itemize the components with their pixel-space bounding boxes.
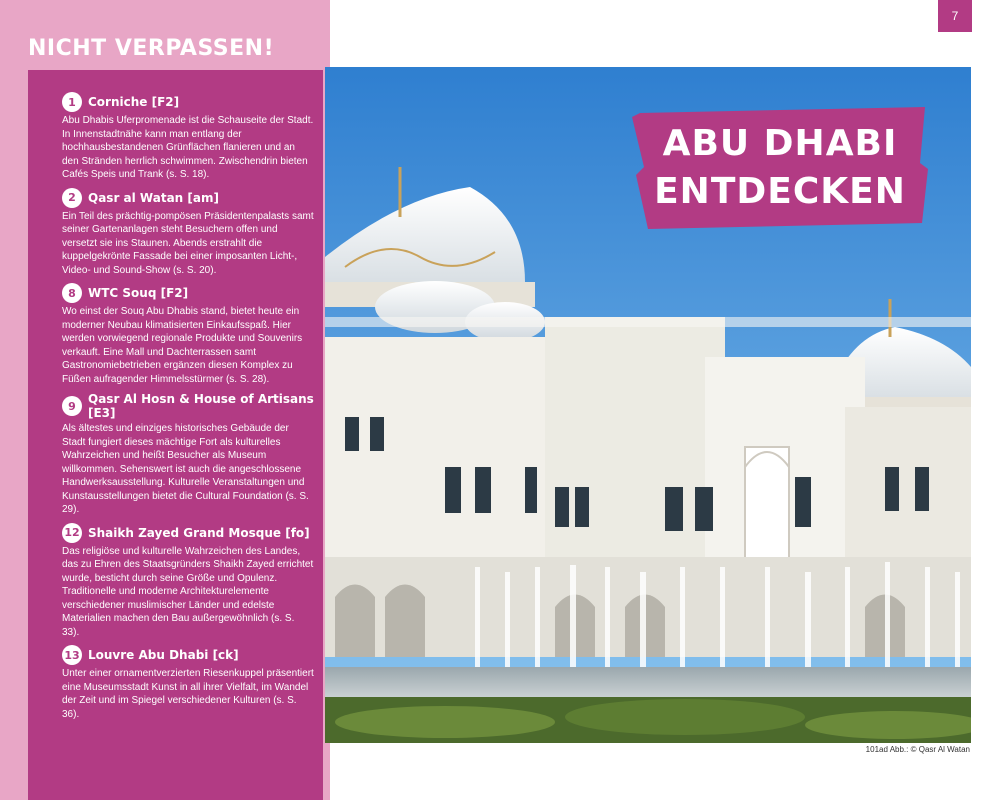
title-banner <box>630 105 930 230</box>
entry-text: Als ältestes und einziges historisches Gebäude der Stadt fungiert dieses mächtige Fort als kulturelles Wahrzeichen und heißt Besucher als Museum willkommen. Sehenswert ist auch die angeschlossene Handwerksausstellung. Kulturelle Veranstaltungen und Kunstausstellungen bietet die Cultural Foundation (s. S. 29). <box>62 423 309 515</box>
list-item <box>62 92 314 182</box>
number-badge: 8 <box>62 283 82 303</box>
number-badge: 9 <box>62 396 82 416</box>
number-badge: 12 <box>62 523 82 543</box>
entry-title: Shaikh Zayed Grand Mosque [fo] <box>88 525 310 540</box>
sidebar-header: NICHT VERPASSEN! <box>28 36 275 61</box>
entry-text: Das religiöse und kulturelle Wahrzeichen des Landes, das zu Ehren des Staatsgründers Shaikh Zayed errichtet wurde, besticht durch seine Größe und Opulenz. Traditionelle und moderne Architekturelemente verschiedener muslimischer Länder und edelste Materialien machen den Bau außergewöhnlich (s. S. 33). <box>62 545 314 638</box>
number-badge: 13 <box>62 645 82 665</box>
entry-title: WTC Souq [F2] <box>88 286 189 300</box>
entry-text: Abu Dhabis Uferpromenade ist die Schauseite der Stadt. In Innenstadtnähe kann man entlang der hochhausbestandenen Grünflächen flanieren und an den Stränden herrlich schwimmen. Zwischendrin bieten Cafés Speis und Trank (s. S. 18). <box>62 115 314 180</box>
entry-text: Unter einer ornamentverzierten Riesenkuppel präsentiert eine Museumsstadt Kunst in all ihrer Vielfalt, im Wandel der Zeit und im Spiegel verschiedener Kulturen (s. S. 36). <box>62 668 314 720</box>
list-item <box>62 188 314 278</box>
title-line-1: ABU DHABI <box>662 123 898 164</box>
entry-title: Louvre Abu Dhabi [ck] <box>88 648 239 662</box>
list-item <box>62 645 314 721</box>
list-item <box>62 523 314 640</box>
list-item <box>62 283 314 386</box>
entry-title: Qasr Al Hosn & House of Artisans [E3] <box>88 392 314 420</box>
number-badge: 2 <box>62 188 82 208</box>
entry-title: Corniche [F2] <box>88 95 180 109</box>
highlights-list <box>62 92 314 727</box>
title-line-2: ENTDECKEN <box>654 171 906 212</box>
photo-credit: 101ad Abb.: © Qasr Al Watan <box>865 745 970 754</box>
list-item <box>62 392 314 517</box>
number-badge: 1 <box>62 92 82 112</box>
entry-text: Ein Teil des prächtig-pompösen Präsidentenpalasts samt seiner Gartenanlagen steht Besuchern offen und versetzt sie ins Staunen. Abends erstrahlt die kuppelgekrönte Fassade bei einer imposanten Licht-, Video- und Sound-Show (s. S. 20). <box>62 210 314 276</box>
entry-text: Wo einst der Souq Abu Dhabis stand, bietet heute ein moderner Neubau klimatisierten Einkaufsspaß. Hier werden vorwiegend regionale Produkte und Souvenirs verkauft. Eine Mall und Dachterrassen samt Gastronomiebetrieben ergänzen diesen Komplex zu Füßen aufragender Himmelsstürmer (s. S. 28). <box>62 306 303 385</box>
entry-title: Qasr al Watan [am] <box>88 190 219 205</box>
page-number: 7 <box>938 0 972 32</box>
